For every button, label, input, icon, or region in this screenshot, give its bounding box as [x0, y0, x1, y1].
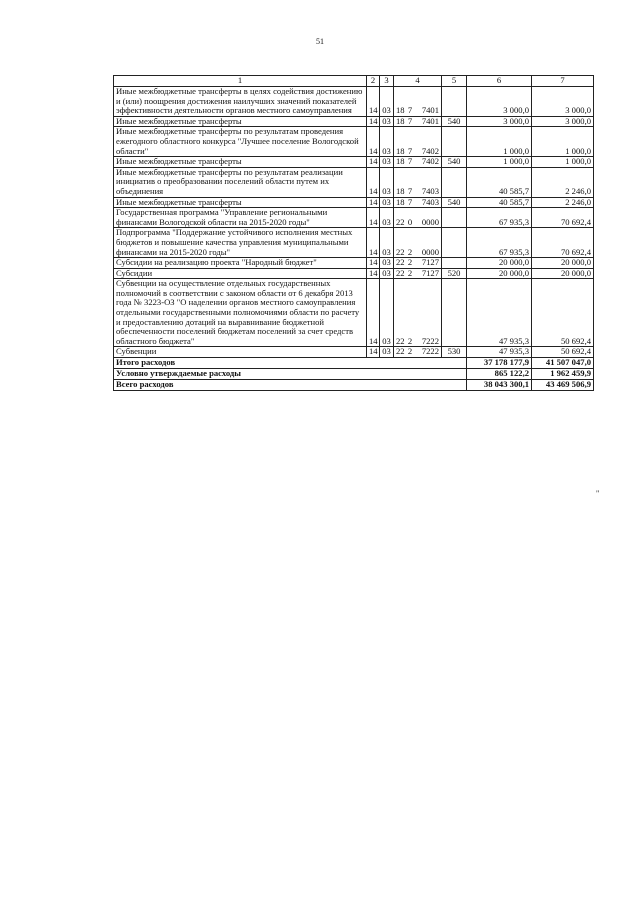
table-row [114, 87, 594, 117]
row-name: Иные межбюджетные трансферты по результатам реализации инициатив о преобразовании поселений области путем их объединения [114, 167, 367, 197]
row-expense-type: 540 [442, 197, 467, 208]
row-section: 14 [367, 208, 380, 228]
row-subsection: 03 [380, 279, 394, 347]
row-section: 14 [367, 268, 380, 279]
row-name: Иные межбюджетные трансферты по результатам проведения ежегодного областного конкурса "Лучшее поселение Вологодской области" [114, 127, 367, 157]
total-amount-year1: 865 122,2 [467, 369, 532, 380]
row-amount-year1: 67 935,3 [467, 208, 532, 228]
total-amount-year2: 41 507 047,0 [532, 358, 594, 369]
row-name: Подпрограмма "Поддержание устойчивого исполнения местных бюджетов и повышение качества управления муниципальными финансами на 2015-2020 годы" [114, 228, 367, 258]
row-subprogram-code: 2 [406, 228, 415, 258]
row-subprogram-code: 2 [406, 279, 415, 347]
total-row [114, 358, 594, 369]
row-program-code: 18 [394, 116, 406, 127]
row-section: 14 [367, 197, 380, 208]
table-row [114, 347, 594, 358]
row-subsection: 03 [380, 127, 394, 157]
row-subprogram-code: 7 [406, 87, 415, 117]
row-expense-type [442, 279, 467, 347]
row-program-code: 18 [394, 127, 406, 157]
row-amount-year2: 3 000,0 [532, 116, 594, 127]
row-program-code: 22 [394, 228, 406, 258]
row-direction-code: 7127 [415, 258, 442, 269]
row-amount-year1: 1 000,0 [467, 127, 532, 157]
row-program-code: 22 [394, 279, 406, 347]
row-expense-type: 540 [442, 116, 467, 127]
row-amount-year1: 3 000,0 [467, 116, 532, 127]
table-row [114, 208, 594, 228]
row-name: Государственная программа "Управление региональными финансами Вологодской области на 2015-2020 годы" [114, 208, 367, 228]
row-subprogram-code: 2 [406, 268, 415, 279]
row-expense-type [442, 87, 467, 117]
row-subprogram-code: 7 [406, 167, 415, 197]
row-subprogram-code: 0 [406, 208, 415, 228]
row-direction-code: 0000 [415, 228, 442, 258]
row-direction-code: 7401 [415, 87, 442, 117]
row-direction-code: 0000 [415, 208, 442, 228]
total-amount-year1: 38 043 300,1 [467, 380, 532, 391]
row-section: 14 [367, 157, 380, 168]
row-section: 14 [367, 127, 380, 157]
header-col-7: 7 [532, 76, 594, 87]
row-expense-type: 540 [442, 157, 467, 168]
row-amount-year1: 40 585,7 [467, 167, 532, 197]
row-amount-year1: 3 000,0 [467, 87, 532, 117]
row-section: 14 [367, 279, 380, 347]
row-subsection: 03 [380, 157, 394, 168]
row-amount-year2: 1 000,0 [532, 127, 594, 157]
row-subprogram-code: 7 [406, 127, 415, 157]
row-subsection: 03 [380, 167, 394, 197]
row-direction-code: 7127 [415, 268, 442, 279]
row-subsection: 03 [380, 228, 394, 258]
row-subsection: 03 [380, 87, 394, 117]
row-name: Иные межбюджетные трансферты [114, 157, 367, 168]
total-amount-year2: 1 962 459,9 [532, 369, 594, 380]
row-amount-year1: 67 935,3 [467, 228, 532, 258]
row-name: Субсидии [114, 268, 367, 279]
row-amount-year2: 3 000,0 [532, 87, 594, 117]
row-subsection: 03 [380, 268, 394, 279]
page-number: 51 [316, 37, 324, 46]
table-row [114, 116, 594, 127]
row-amount-year1: 47 935,3 [467, 347, 532, 358]
row-amount-year2: 20 000,0 [532, 258, 594, 269]
row-amount-year1: 1 000,0 [467, 157, 532, 168]
row-program-code: 22 [394, 347, 406, 358]
row-amount-year2: 50 692,4 [532, 279, 594, 347]
row-subsection: 03 [380, 197, 394, 208]
row-name: Субсидии на реализацию проекта "Народный бюджет" [114, 258, 367, 269]
header-col-6: 6 [467, 76, 532, 87]
table-row [114, 157, 594, 168]
row-subprogram-code: 7 [406, 197, 415, 208]
row-name: Иные межбюджетные трансферты [114, 116, 367, 127]
row-program-code: 18 [394, 157, 406, 168]
row-expense-type: 520 [442, 268, 467, 279]
row-subprogram-code: 7 [406, 116, 415, 127]
row-section: 14 [367, 116, 380, 127]
row-expense-type [442, 167, 467, 197]
table-row [114, 268, 594, 279]
row-subsection: 03 [380, 347, 394, 358]
total-row [114, 380, 594, 391]
row-subprogram-code: 2 [406, 347, 415, 358]
row-amount-year1: 40 585,7 [467, 197, 532, 208]
row-expense-type [442, 208, 467, 228]
row-amount-year2: 1 000,0 [532, 157, 594, 168]
table-row [114, 197, 594, 208]
closing-quote: " [596, 489, 600, 498]
row-amount-year2: 70 692,4 [532, 208, 594, 228]
row-amount-year1: 47 935,3 [467, 279, 532, 347]
header-col-1: 1 [114, 76, 367, 87]
row-amount-year2: 20 000,0 [532, 268, 594, 279]
table-row [114, 127, 594, 157]
header-col-4: 4 [394, 76, 442, 87]
header-col-3: 3 [380, 76, 394, 87]
row-program-code: 22 [394, 208, 406, 228]
row-expense-type [442, 228, 467, 258]
header-col-5: 5 [442, 76, 467, 87]
total-label: Всего расходов [114, 380, 467, 391]
row-subprogram-code: 7 [406, 157, 415, 168]
total-amount-year1: 37 178 177,9 [467, 358, 532, 369]
row-direction-code: 7222 [415, 279, 442, 347]
row-section: 14 [367, 167, 380, 197]
row-subsection: 03 [380, 116, 394, 127]
row-section: 14 [367, 258, 380, 269]
header-row [114, 76, 594, 87]
row-amount-year2: 2 246,0 [532, 167, 594, 197]
row-expense-type [442, 127, 467, 157]
table-row [114, 279, 594, 347]
row-program-code: 22 [394, 268, 406, 279]
expenditure-table [113, 75, 594, 391]
row-program-code: 22 [394, 258, 406, 269]
total-row [114, 369, 594, 380]
table-row [114, 228, 594, 258]
table-row [114, 167, 594, 197]
total-label: Условно утверждаемые расходы [114, 369, 467, 380]
row-direction-code: 7401 [415, 116, 442, 127]
row-direction-code: 7222 [415, 347, 442, 358]
row-direction-code: 7402 [415, 127, 442, 157]
table-row [114, 258, 594, 269]
row-name: Субвенции [114, 347, 367, 358]
row-amount-year1: 20 000,0 [467, 258, 532, 269]
row-amount-year2: 70 692,4 [532, 228, 594, 258]
row-expense-type [442, 258, 467, 269]
header-col-2: 2 [367, 76, 380, 87]
row-section: 14 [367, 228, 380, 258]
row-program-code: 18 [394, 197, 406, 208]
row-name: Субвенции на осуществление отдельных государственных полномочий в соответствии с законом области от 6 декабря 2013 года № 3223-ОЗ "О наделении органов местного самоуправления отдельными государственными полномочиями области по расчету и предоставлению дотаций на выравнивание бюджетной обеспеченности поселений бюджетам поселений за счет средств областного бюджета" [114, 279, 367, 347]
row-name: Иные межбюджетные трансферты в целях содействия достижению и (или) поощрения достижения наилучших значений показателей эффективности деятельности органов местного самоуправления [114, 87, 367, 117]
row-amount-year1: 20 000,0 [467, 268, 532, 279]
row-subsection: 03 [380, 208, 394, 228]
row-direction-code: 7403 [415, 167, 442, 197]
total-label: Итого расходов [114, 358, 467, 369]
row-section: 14 [367, 347, 380, 358]
row-subsection: 03 [380, 258, 394, 269]
row-amount-year2: 2 246,0 [532, 197, 594, 208]
row-program-code: 18 [394, 87, 406, 117]
row-section: 14 [367, 87, 380, 117]
row-program-code: 18 [394, 167, 406, 197]
row-direction-code: 7402 [415, 157, 442, 168]
row-amount-year2: 50 692,4 [532, 347, 594, 358]
row-direction-code: 7403 [415, 197, 442, 208]
row-subprogram-code: 2 [406, 258, 415, 269]
row-name: Иные межбюджетные трансферты [114, 197, 367, 208]
total-amount-year2: 43 469 506,9 [532, 380, 594, 391]
row-expense-type: 530 [442, 347, 467, 358]
